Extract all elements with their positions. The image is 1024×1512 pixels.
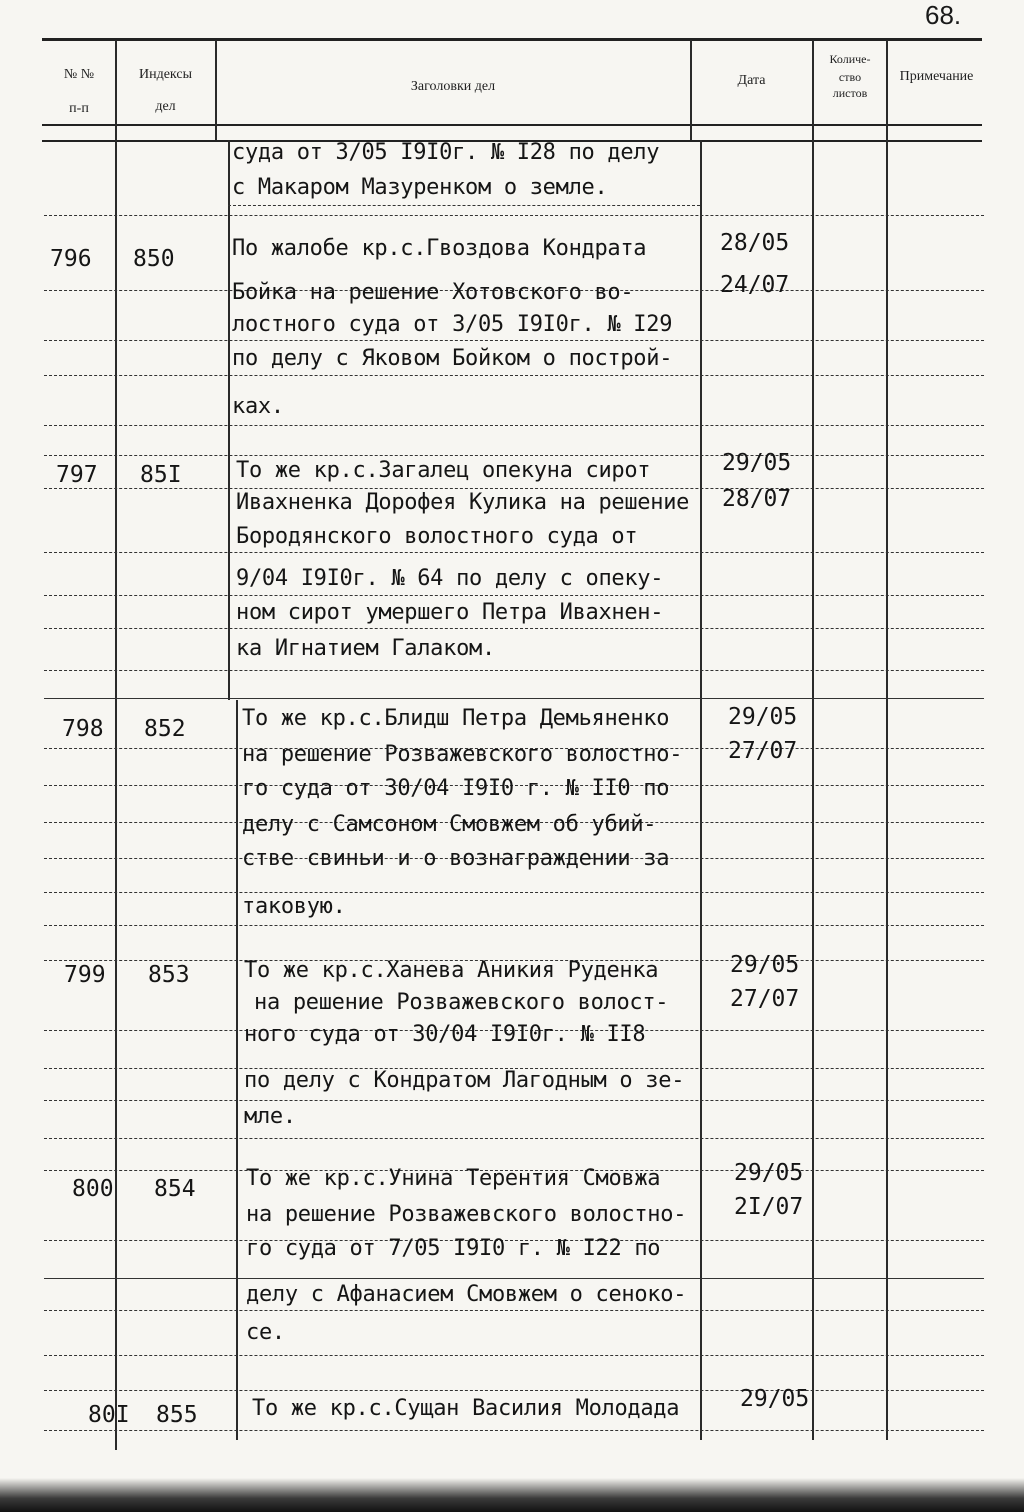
entry-date: 2I/07	[734, 1194, 804, 1220]
entry-date: 27/07	[728, 738, 798, 764]
entry-title-line: ка Игнатием Галаком.	[236, 636, 495, 661]
ruled-line	[44, 1138, 984, 1139]
entry-title-line: По жалобе кр.с.Гвоздова Кондрата	[232, 236, 647, 261]
entry-date: 29/05	[740, 1386, 810, 1412]
column-divider-5	[886, 40, 888, 1440]
header-date: Дата	[737, 73, 766, 88]
entry-index: 854	[154, 1176, 196, 1202]
entry-title-line: се.	[246, 1320, 285, 1345]
entry-number: 797	[56, 462, 98, 488]
column-divider-4	[812, 40, 814, 1440]
entry-title-line: 9/04 I9I0г. № 64 по делу с опеку-	[236, 566, 664, 591]
ruled-line	[44, 1390, 984, 1391]
ruled-line	[44, 698, 984, 699]
entry-date: 29/05	[722, 450, 792, 476]
entry-title-line: таковую.	[242, 894, 346, 919]
entry-index: 850	[133, 246, 175, 272]
ruled-line	[44, 375, 984, 376]
entry-title-line: Бойка на решение Хотовского во-	[232, 280, 634, 305]
entry-number: 800	[72, 1176, 114, 1202]
entry-title-line: ного суда от 30/04 I9I0г. № II8	[244, 1022, 646, 1047]
entry-title-line: на решение Розважевского волостно-	[242, 742, 683, 767]
entry-title-line: То же кр.с.Блидш Петра Демьяненко	[242, 706, 670, 731]
ruled-line	[44, 552, 984, 553]
ruled-line	[44, 425, 984, 426]
ruled-line	[44, 488, 984, 489]
header-index-bottom: дел	[155, 99, 176, 114]
entry-date: 28/07	[722, 486, 792, 512]
header-sheets-2: ство	[838, 70, 862, 84]
entry-number: 796	[50, 246, 92, 272]
entry-title-line: мле.	[244, 1104, 296, 1129]
entry-title-line: То же кр.с.Сущан Василия Молодада	[252, 1396, 680, 1421]
entry-title-line: Ивахненка Дорофея Кулика на решение	[236, 490, 690, 515]
entry-date: 29/05	[728, 704, 798, 730]
ruled-line	[44, 892, 984, 893]
entry-title-line: ках.	[232, 394, 284, 419]
header-titles: Заголовки дел	[410, 79, 496, 94]
entry-title-line: на решение Розважевского волостно-	[246, 1202, 687, 1227]
header-bottom-rule	[42, 124, 982, 126]
ruled-line	[44, 1430, 984, 1431]
column-divider-3	[700, 140, 702, 1440]
entry-number: 80I	[88, 1402, 130, 1428]
header-top-rule	[42, 38, 982, 41]
entry-index: 85I	[140, 462, 182, 488]
entry-date: 29/05	[730, 952, 800, 978]
column-divider-2	[228, 140, 230, 700]
entry-title-line: То же кр.с.Унина Терентия Смовжа	[246, 1166, 661, 1191]
ruled-line	[228, 205, 700, 206]
column-divider-1	[115, 40, 117, 1450]
entry-title-line: по делу с Кондратом Лагодным о зе-	[244, 1068, 685, 1093]
ruled-line	[44, 1310, 984, 1311]
entry-title-line: ном сирот умершего Петра Ивахнен-	[236, 600, 664, 625]
entry-date: 24/07	[720, 272, 790, 298]
entry-title-line: То же кр.с.Загалец опекуна сирот	[236, 458, 651, 483]
entry-index: 853	[148, 962, 190, 988]
entry-title-line: То же кр.с.Ханева Аникия Руденка	[244, 958, 659, 983]
header-number-top: № №	[63, 67, 95, 82]
column-divider-2-header	[215, 40, 217, 140]
page-number: 68.	[925, 0, 962, 30]
entry-title-line: го суда от 30/04 I9I0 г. № II0 по	[242, 776, 670, 801]
entry-number: 798	[62, 716, 104, 742]
header-number-bottom: п-п	[69, 101, 89, 116]
entry-date: 28/05	[720, 230, 790, 256]
entry-title-line: суда от 3/05 I9I0г. № I28 по делу	[232, 140, 660, 165]
ruled-line	[44, 1355, 984, 1356]
header-sheets-1: Количе-	[829, 52, 871, 66]
ruled-line	[44, 215, 984, 216]
entry-title-line: делу с Афанасием Смовжем о сеноко-	[246, 1282, 687, 1307]
entry-title-line: на решение Розважевского волост-	[254, 990, 669, 1015]
entry-title-line: го суда от 7/05 I9I0 г. № I22 по	[246, 1236, 661, 1261]
column-divider-2b	[236, 700, 238, 1440]
ruled-line	[44, 628, 984, 629]
entry-index: 855	[156, 1402, 198, 1428]
entry-title-line: с Макаром Мазуренком о земле.	[232, 175, 608, 200]
ruled-line	[44, 670, 984, 671]
entry-title-line: стве свиньи и о вознаграждении за	[242, 846, 670, 871]
entry-index: 852	[144, 716, 186, 742]
header-note: Примечание	[899, 69, 974, 84]
column-divider-3-header	[690, 40, 692, 140]
entry-date: 29/05	[734, 1160, 804, 1186]
ruled-line	[44, 1278, 984, 1279]
ruled-line	[44, 595, 984, 596]
entry-title-line: лостного суда от 3/05 I9I0г. № I29	[232, 312, 673, 337]
header-sheets-3: листов	[832, 86, 868, 100]
entry-title-line: по делу с Яковом Бойком о построй-	[232, 346, 673, 371]
ruled-line	[44, 340, 984, 341]
ruled-line	[44, 455, 984, 456]
entry-title-line: делу с Самсоном Смовжем об убий-	[242, 812, 657, 837]
entry-number: 799	[64, 962, 106, 988]
header-index-top: Индексы	[138, 67, 192, 82]
entry-date: 27/07	[730, 986, 800, 1012]
entry-title-line: Бородянского волостного суда от	[236, 524, 638, 549]
ruled-line	[44, 1100, 984, 1101]
ruled-line	[44, 925, 984, 926]
scan-bottom-edge	[0, 1478, 1024, 1512]
